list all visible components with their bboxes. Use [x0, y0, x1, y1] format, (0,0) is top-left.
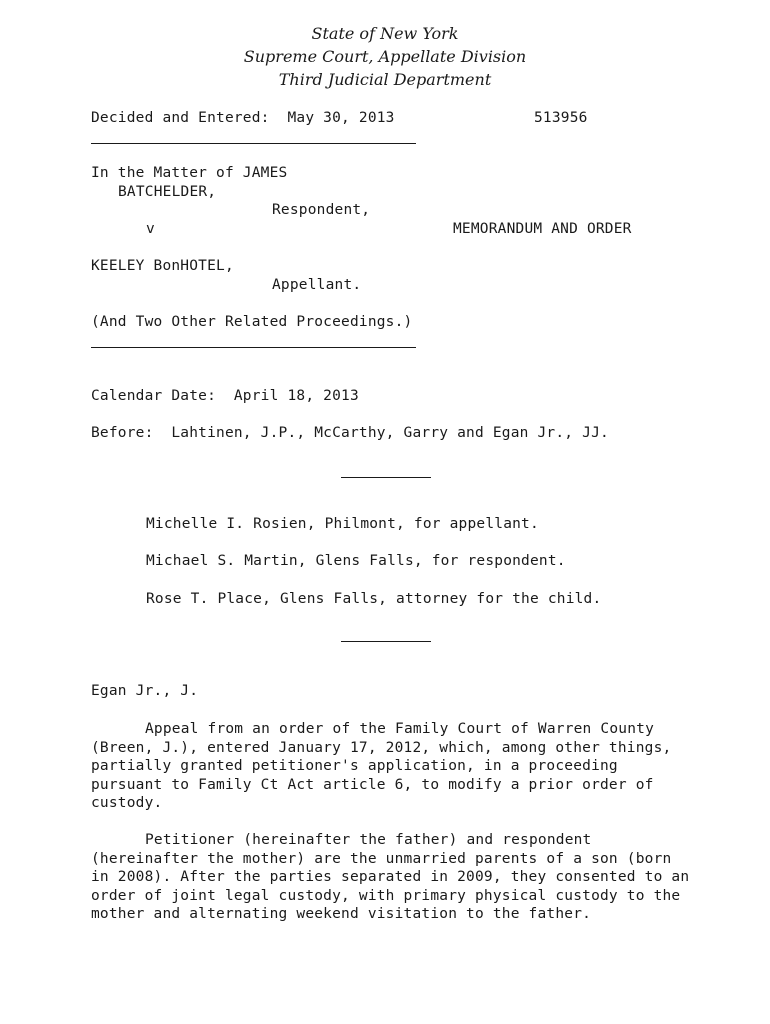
related-proceedings: (And Two Other Related Proceedings.): [91, 314, 413, 330]
court-name: Supreme Court, Appellate Division: [243, 47, 527, 66]
separator-rule-1: [341, 477, 431, 478]
counsel-respondent: Michael S. Martin, Glens Falls, for respondent.: [146, 553, 566, 569]
separator-rule-2: [341, 641, 431, 642]
counsel-appellant: Michelle I. Rosien, Philmont, for appellant.: [146, 516, 539, 532]
before-justices: Before: Lahtinen, J.P., McCarthy, Garry and Egan Jr., JJ.: [91, 425, 609, 441]
respondent-role: Respondent,: [272, 202, 371, 218]
opinion-author: Egan Jr., J.: [91, 683, 199, 699]
opinion-paragraph-2: Petitioner (hereinafter the father) and respondent (hereinafter the mother) are the unmarried parents of a son (born in 2008). After the parties separated in 2009, they consented to an order of joint legal custody, with primary physical custody to the mother and alternating weekend visitation to the father.: [91, 832, 690, 922]
calendar-date: Calendar Date: April 18, 2013: [91, 388, 359, 404]
matter-line-2: BATCHELDER,: [118, 184, 217, 200]
appellant-role: Appellant.: [272, 277, 362, 293]
appellant-name: KEELEY BonHOTEL,: [91, 258, 234, 274]
caption-top-rule: [91, 143, 416, 144]
court-department: Third Judicial Department: [278, 70, 492, 89]
opinion-paragraph-1: Appeal from an order of the Family Court of Warren County (Breen, J.), entered January 17, 2012, which, among other things, partially granted petitioner's application, in a proceeding pursuant to Family Ct Act article 6, to modify a prior order of custody.: [91, 721, 672, 811]
docket-number: 513956: [534, 110, 588, 126]
document-type: MEMORANDUM AND ORDER: [453, 221, 632, 237]
matter-line-1: In the Matter of JAMES: [91, 165, 288, 181]
court-state: State of New York: [311, 24, 459, 43]
versus: v: [146, 221, 155, 237]
caption-bottom-rule: [91, 347, 416, 348]
decided-entered: Decided and Entered: May 30, 2013: [91, 110, 395, 126]
counsel-child: Rose T. Place, Glens Falls, attorney for the child.: [146, 591, 602, 607]
